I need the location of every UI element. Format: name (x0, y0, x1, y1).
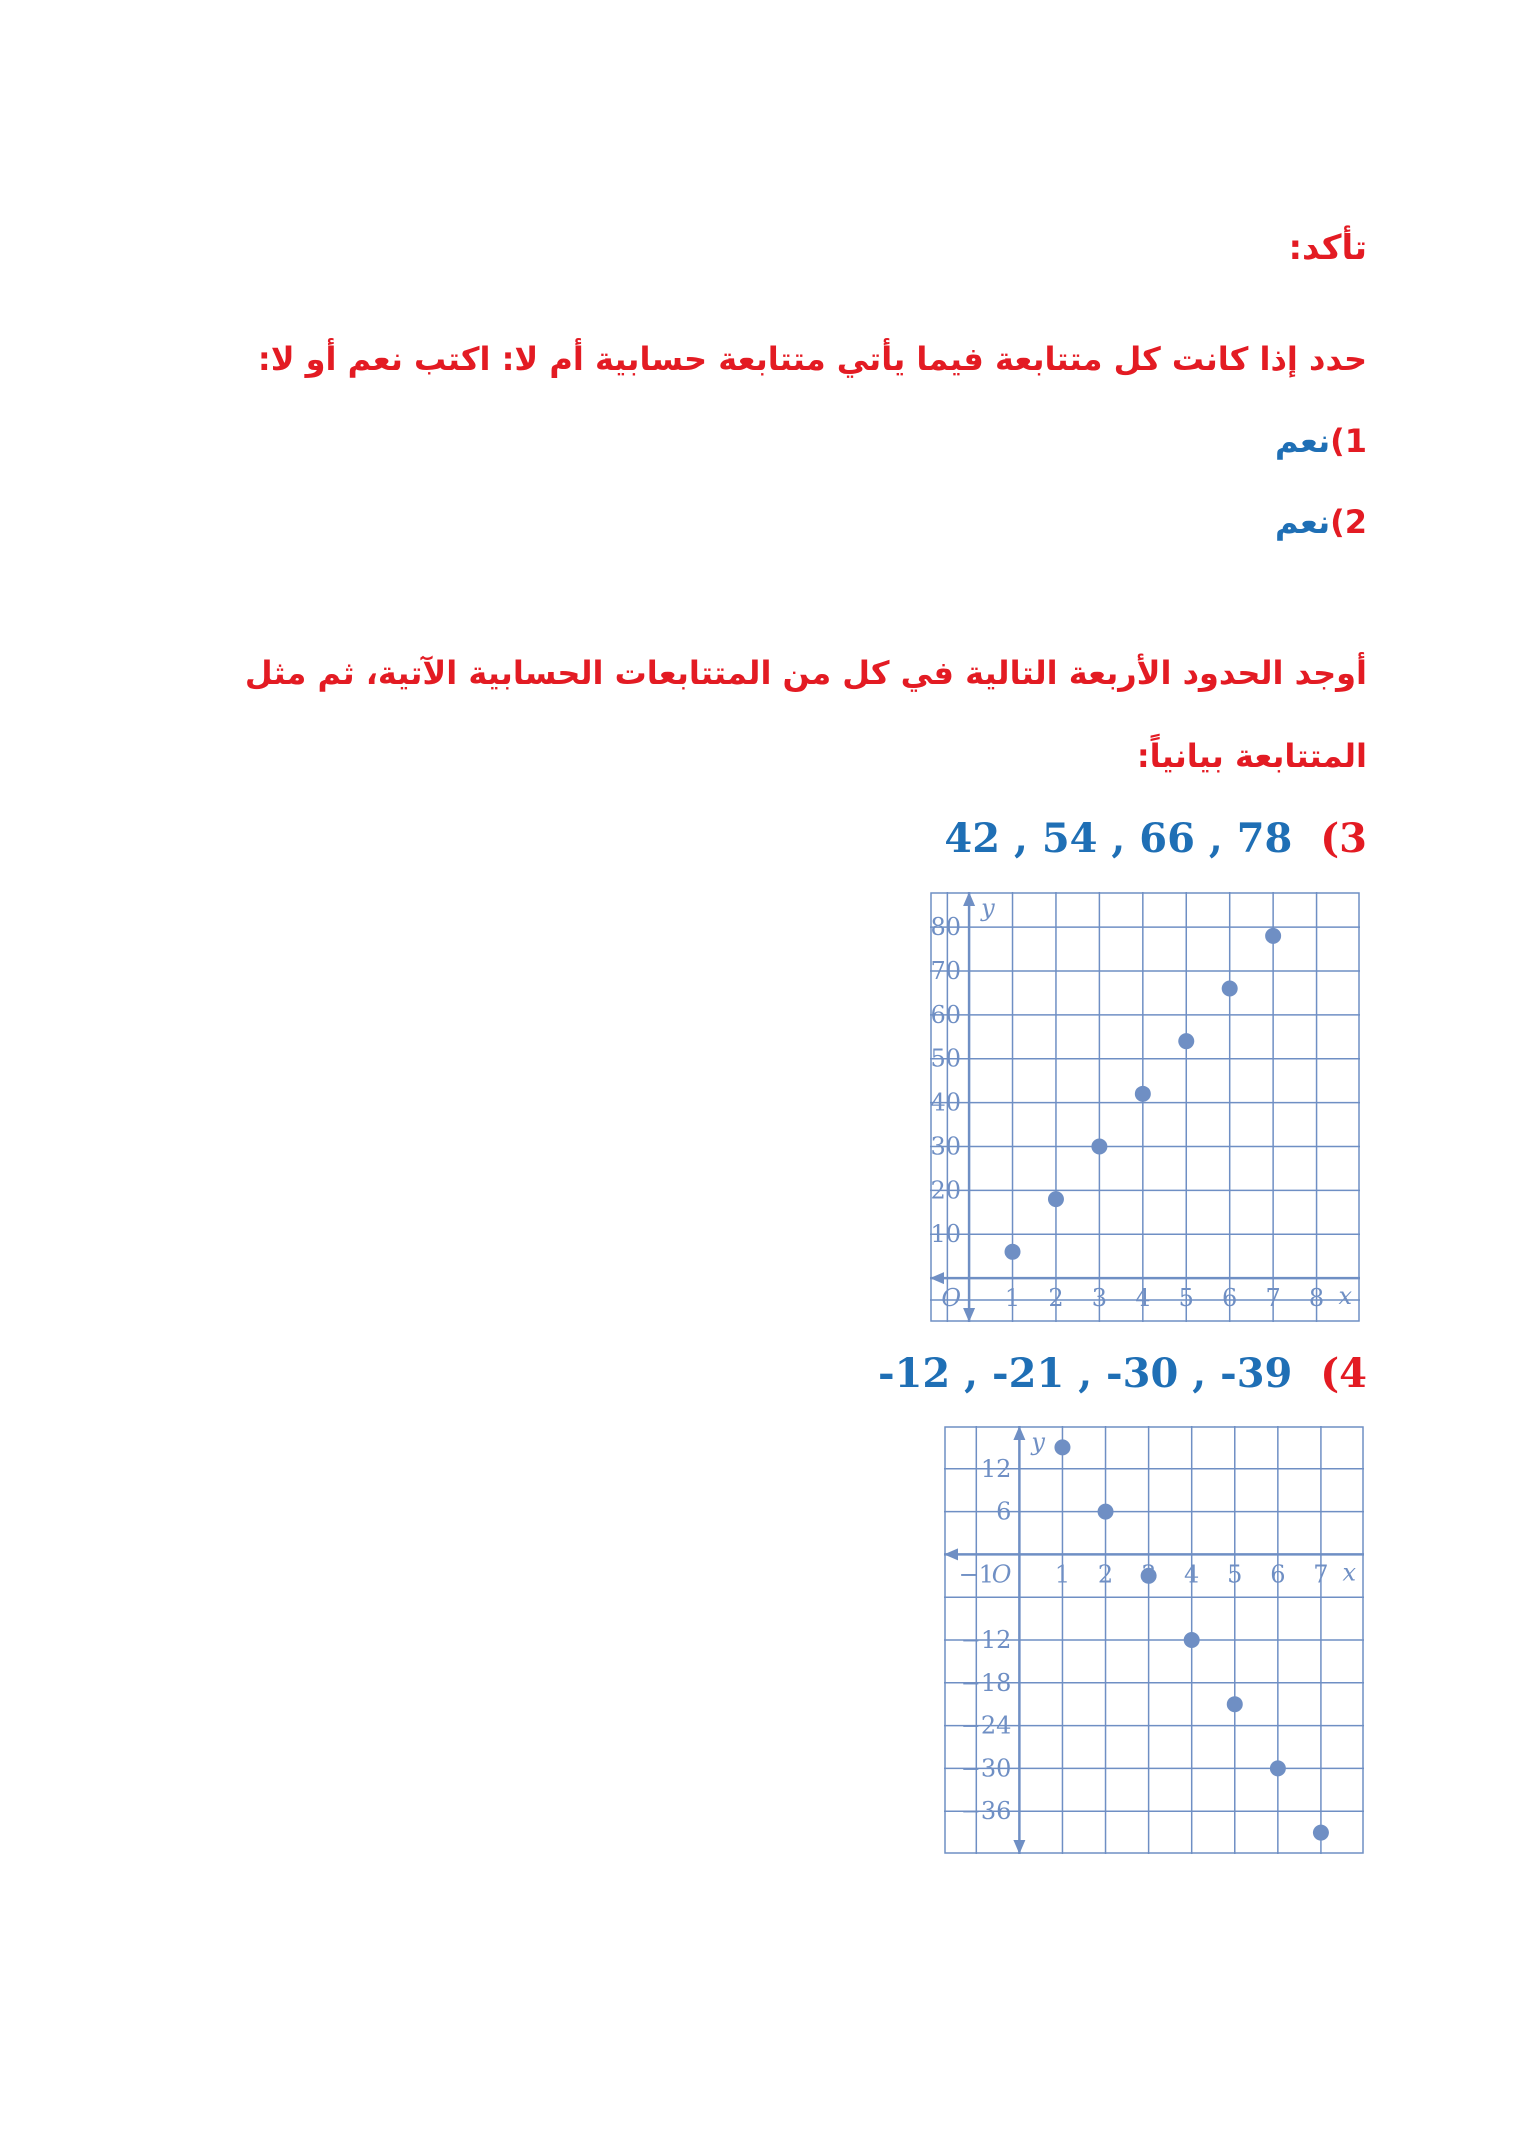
data-point (1270, 1760, 1286, 1776)
y-tick-label: 60 (930, 1000, 962, 1029)
scatter-chart-problem-3 (930, 892, 1360, 1322)
data-point (1222, 981, 1238, 997)
answer-2 (150, 503, 1367, 541)
x-tick-label: 2 (1048, 1284, 1064, 1313)
data-point (1227, 1696, 1243, 1712)
problem-terms: -12 , -21 , -30 , -39 (877, 1350, 1293, 1397)
problem-4 (878, 1350, 1367, 1397)
answer-text: نعم (1274, 503, 1331, 541)
origin-label: O (941, 1284, 962, 1313)
section-heading: تأكد: (1288, 228, 1367, 268)
problem-number: (4 (1320, 1350, 1367, 1397)
x-tick-label: 6 (1222, 1284, 1238, 1313)
problem-3 (944, 815, 1367, 862)
y-axis-arrow-up (1013, 1426, 1025, 1440)
y-tick-label: 6 (996, 1497, 1012, 1526)
question-instruction: حدد إذا كانت كل متتابعة فيما يأتي متتابعة حسابية أم لا: اكتب نعم أو لا: (257, 340, 1367, 378)
data-point (1054, 1439, 1070, 1455)
y-tick-label: 20 (930, 1176, 962, 1205)
data-point (1141, 1568, 1157, 1584)
y-tick-label: 30 (930, 1132, 962, 1161)
y-tick-label: −18 (960, 1668, 1012, 1697)
data-point (1098, 1504, 1114, 1520)
data-point (1135, 1086, 1151, 1102)
y-tick-label: −30 (960, 1754, 1012, 1783)
x-tick-label: 7 (1265, 1284, 1281, 1313)
y-tick-label: −36 (960, 1797, 1012, 1826)
x-axis-label: x (1338, 1282, 1352, 1311)
answer-1 (150, 422, 1367, 460)
problem-number: (3 (1320, 815, 1367, 862)
x-tick-label: 4 (1135, 1284, 1151, 1313)
data-point (1313, 1825, 1329, 1841)
y-tick-label: 80 (930, 913, 962, 942)
x-tick-label: 3 (1091, 1284, 1108, 1313)
data-point (1048, 1191, 1064, 1207)
x-tick-label: −1 (958, 1560, 995, 1589)
x-tick-label: 1 (1054, 1560, 1071, 1589)
x-tick-label: 1 (1004, 1284, 1021, 1313)
origin-label: O (991, 1560, 1012, 1589)
y-tick-label: −12 (960, 1626, 1012, 1654)
y-axis-label: y (1031, 1428, 1045, 1456)
question-2-instruction-line-2: المتتابعة بيانياً: (1136, 737, 1367, 775)
x-axis-arrow-left (930, 1272, 944, 1284)
y-axis-arrow-up (963, 892, 975, 906)
scatter-chart-problem-4 (944, 1426, 1364, 1854)
chart-border (931, 893, 1359, 1321)
y-tick-label: 50 (930, 1044, 962, 1073)
x-axis-arrow-left (944, 1548, 958, 1560)
chart-grid (930, 892, 1360, 1322)
y-tick-label: 70 (930, 956, 962, 985)
y-axis-arrow-down (963, 1308, 975, 1322)
y-tick-label: −24 (960, 1711, 1012, 1740)
x-tick-label: 2 (1097, 1560, 1114, 1589)
x-tick-label: 8 (1308, 1284, 1325, 1313)
data-point (1091, 1138, 1107, 1154)
x-tick-label: 7 (1313, 1560, 1329, 1589)
y-tick-label: 12 (980, 1454, 1012, 1483)
x-tick-label: 6 (1270, 1560, 1286, 1589)
y-tick-label: 10 (930, 1220, 962, 1249)
answer-text: نعم (1274, 422, 1331, 460)
data-point (1178, 1033, 1194, 1049)
x-axis-label: x (1342, 1558, 1356, 1587)
y-axis-arrow-down (1013, 1840, 1025, 1854)
x-tick-label: 5 (1178, 1284, 1194, 1313)
data-point (1005, 1244, 1021, 1260)
answer-number: 1) (1330, 422, 1367, 460)
x-tick-label: 5 (1227, 1560, 1243, 1589)
problem-terms: 42 , 54 , 66 , 78 (944, 815, 1293, 862)
y-axis-label: y (981, 894, 995, 922)
data-point (1265, 928, 1281, 944)
answer-number: 2) (1330, 503, 1367, 541)
data-point (1184, 1632, 1200, 1648)
x-tick-label: 4 (1184, 1560, 1200, 1589)
question-2-instruction-line-1: أوجد الحدود الأربعة التالية في كل من المتتابعات الحسابية الآتية، ثم مثل (244, 654, 1367, 692)
y-tick-label: 40 (930, 1088, 962, 1117)
